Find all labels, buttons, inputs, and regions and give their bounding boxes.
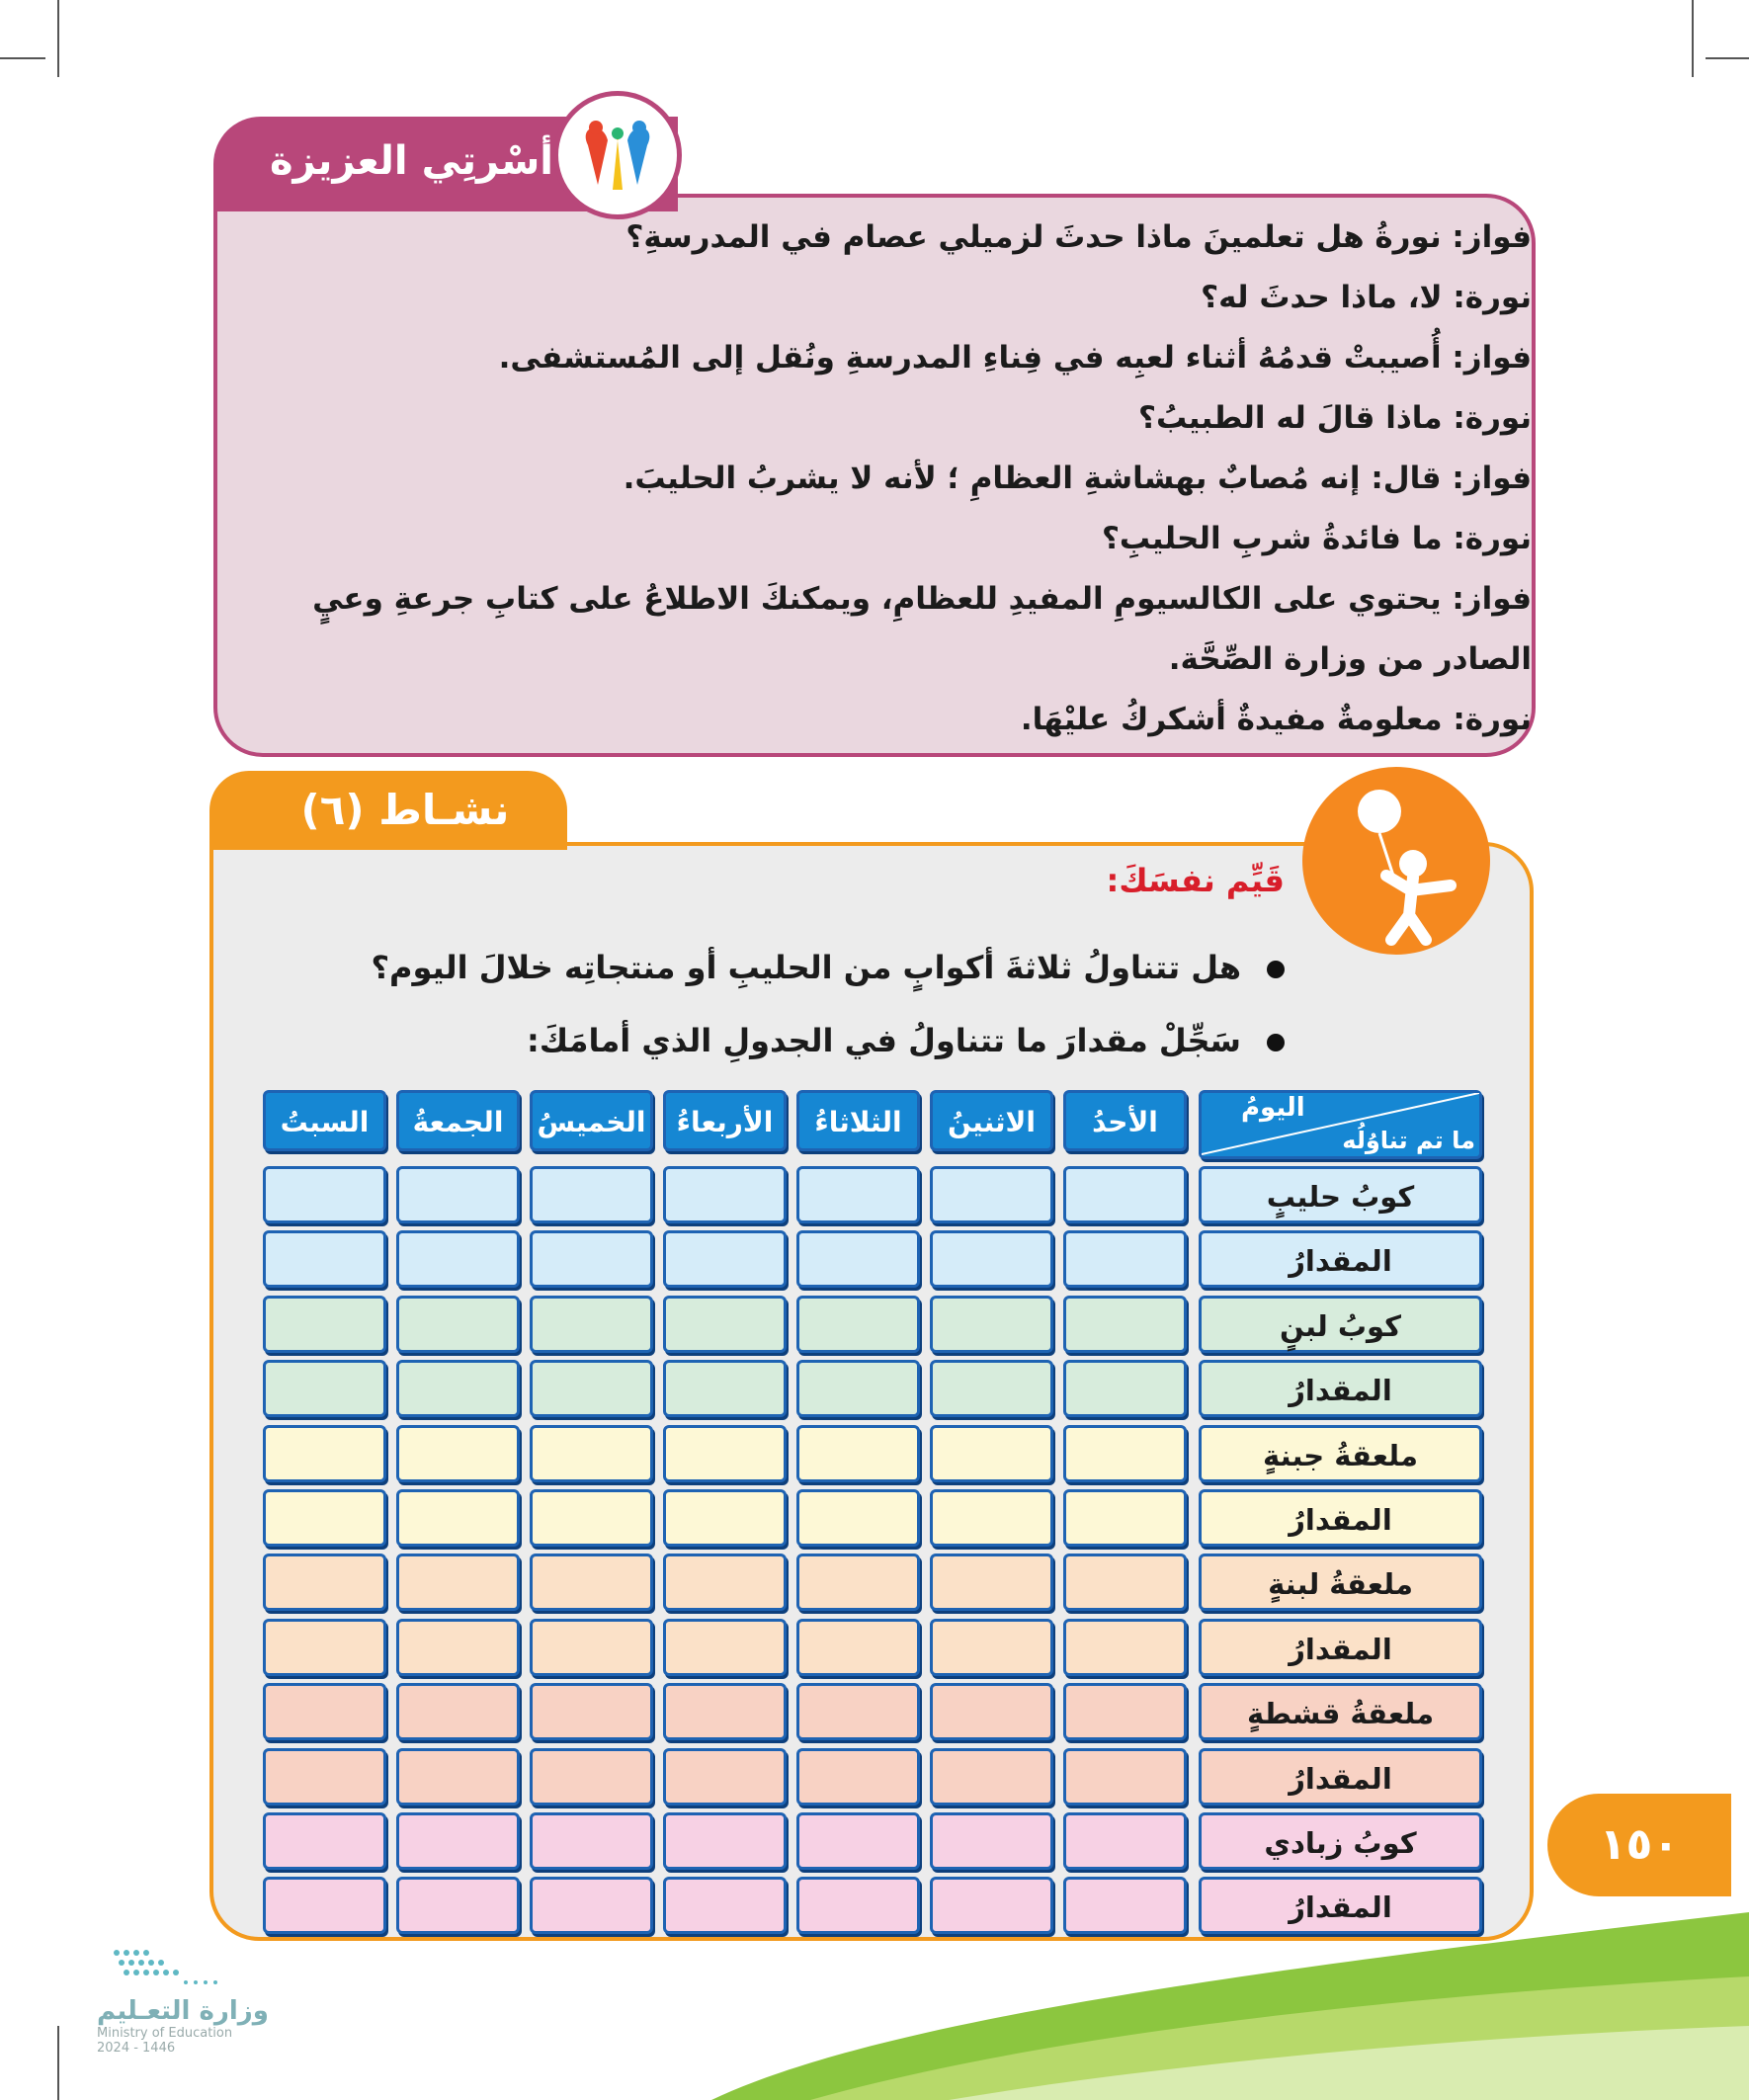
row-label: المقدارُ <box>1199 1748 1482 1806</box>
day-header: الاثنينُ <box>930 1090 1053 1151</box>
activity-title: نشـاط (٦) <box>300 786 510 834</box>
dialog-line: نورة: معلومةٌ مفيدةٌ أشكركُ عليْهَا. <box>1020 702 1532 737</box>
row-label: ملعقةُ لبنةٍ <box>1199 1554 1482 1611</box>
day-header: الأربعاءُ <box>663 1090 787 1151</box>
corner-day-label: اليومُ <box>1241 1093 1305 1123</box>
corner-intake-label: ما تم تناوُلُه <box>1342 1127 1475 1154</box>
dialog-line: فواز: قال: إنه مُصابٌ بهشاشةِ العظامِ ؛ لأنه لا يشربُ الحليبَ. <box>623 461 1532 496</box>
ministry-dots-icon <box>97 1943 255 1992</box>
dialog-line: فواز: نورةُ هل تعلمينَ ماذا حدثَ لزميلي عصام في المدرسةِ؟ <box>625 219 1532 255</box>
row-label: المقدارُ <box>1199 1877 1482 1934</box>
dialog-line: نورة: ما فائدةُ شربِ الحليبِ؟ <box>1101 521 1532 556</box>
page-number: ١٥٠ <box>1547 1794 1731 1896</box>
dialog-line: فواز: يحتوي على الكالسيومِ المفيدِ للعظامِ، ويمكنكَ الاطلاعُ على كتابِ جرعةِ وعيٍ الصادر من وزارة الصِّحَّة. <box>312 581 1532 677</box>
family-title: أسْرتِي العزيزة <box>269 138 553 184</box>
row-label: كوبُ لبنٍ <box>1199 1296 1482 1353</box>
row-label: المقدارُ <box>1199 1230 1482 1288</box>
row-label: كوبُ زبادي <box>1199 1812 1482 1870</box>
day-header: الأحدُ <box>1063 1090 1187 1151</box>
activity-subtitle: قَيِّم نفسَكَ: <box>1106 862 1285 899</box>
ministry-year: 2024 - 1446 <box>97 2041 176 2056</box>
row-label: ملعقةُ جبنةٍ <box>1199 1425 1482 1482</box>
row-label: ملعقةُ قشطةٍ <box>1199 1683 1482 1740</box>
bullet-item: هل تتناولُ ثلاثةَ أكوابٍ من الحليبِ أو منتجاتِه خلالَ اليوم؟ <box>296 949 1285 986</box>
row-label: كوبُ حليبٍ <box>1199 1166 1482 1223</box>
day-header: الخميسُ <box>530 1090 653 1151</box>
dialog-line: فواز: أُصيبتْ قدمُهُ أثناء لعبِه في فِناءِ المدرسةِ ونُقل إلى المُستشفى. <box>498 340 1532 376</box>
row-label: المقدارُ <box>1199 1360 1482 1417</box>
bullet-item: سَجِّلْ مقدارَ ما تتناولُ في الجدولِ الذي أمامَكَ: <box>296 1022 1285 1059</box>
row-label: المقدارُ <box>1199 1619 1482 1676</box>
row-label: المقدارُ <box>1199 1489 1482 1547</box>
day-header: الثلاثاءُ <box>796 1090 920 1151</box>
ministry-english: Ministry of Education <box>97 2026 233 2041</box>
dialog-line: نورة: لا، ماذا حدثَ له؟ <box>1201 280 1532 315</box>
day-header: السبتُ <box>263 1090 386 1151</box>
day-header: الجمعةُ <box>396 1090 520 1151</box>
dialog-line: نورة: ماذا قالَ له الطبيبُ؟ <box>1137 400 1532 436</box>
ministry-logo <box>97 1943 285 2056</box>
ministry-arabic: وزارة التعـليم <box>97 1996 269 2026</box>
